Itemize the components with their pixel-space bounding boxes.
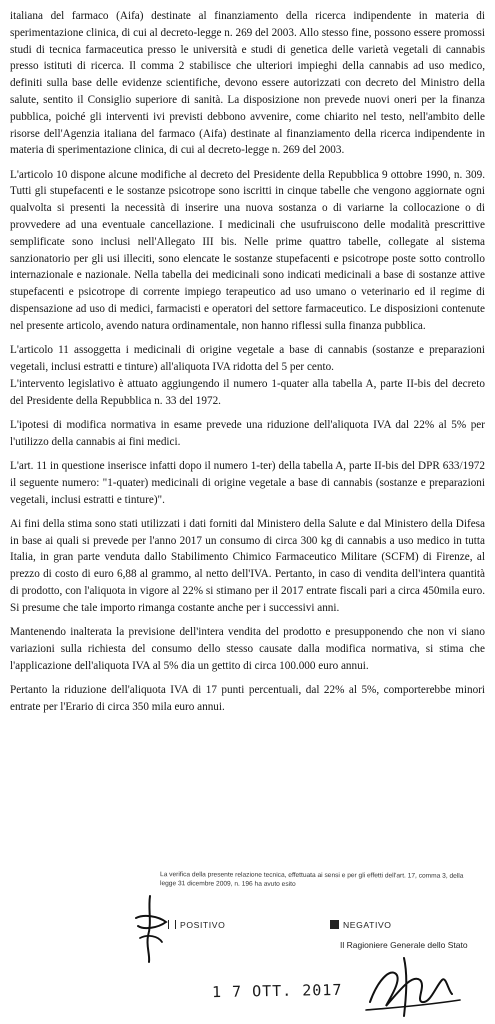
left-signature-icon xyxy=(128,892,172,966)
document-body xyxy=(10,8,485,723)
paragraph-art11-implementation: L'intervento legislativo è attuato aggiungendo il numero 1-quater alla tabella A, parte II-bis del decreto del Presidente della Repubblica n. 33 del 1972. xyxy=(10,377,485,407)
signatory-title: Il Ragioniere Generale dello Stato xyxy=(340,940,468,950)
paragraph-art11: L'articolo 11 assoggetta i medicinali di origine vegetale a base di cannabis (sostanze e preparazioni vegetali, inclusi estratti e tinture) all'aliquota IVA ridotta del 5 per cento. xyxy=(10,344,485,373)
paragraph-conclusion: Pertanto la riduzione dell'aliquota IVA di 17 punti percentuali, dal 22% al 5%, comporterebbe minori entrate per l'Erario di circa 350 mila euro annui. xyxy=(10,683,485,713)
positive-option xyxy=(168,920,225,930)
negative-label: NEGATIVO xyxy=(343,920,392,930)
paragraph-revenue: Mantenendo inalterata la previsione dell'intera vendita del prodotto e presupponendo che non vi siano variazioni sulla richiesta del consumo dello stesso causate dalla modifica normativa, si stima che l'applicazione dell'aliquota IVA al 5% dia un gettito di circa 100.000 euro annui. xyxy=(10,626,485,672)
paragraph-art10: L'articolo 10 dispone alcune modifiche al decreto del Presidente della Repubblica 9 ottobre 1990, n. 309. Tutti gli stupefacenti e le sostanze psicotrope sono iscritti in cinque tabelle che vengono aggiornate ogni qualvolta si presenti la necessità di inserire una nuova sostanza o di variarne la collocazione o di provvedere ad una eventuale cancellazione. I medicinali che usufruiscono delle modalità prescrittive semplificate sono inclusi nell'Allegato III bis. Nelle prime quattro tabelle, collegate al sistema sanzionatorio per gli usi illeciti, sono elencate le sostanze stupefacenti e psicotrope poste sotto controllo internazionale e nazionale. Nella tabella dei medicinali sono indicati medicinali a base di sostanze attive stupefacenti e psicotrope di corrente impiego terapeutico ad uso umano o veterinario ed il regime di dispensazione ad uso di medici, farmacisti e operatori del settore farmaceutico. Le disposizioni contenute nel presente articolo, avendo natura ordinamentale, non hanno riflessi sulla finanza pubblica. xyxy=(10,168,485,332)
paragraph-estimate: Ai fini della stima sono stati utilizzati i dati forniti dal Ministero della Salute e dal Ministero della Difesa in base ai quali si prevede per l'anno 2017 un consumo di circa 300 kg di cannabis a uso medico in tutta Italia, in gran parte venduta dallo Stabilimento Chimico Farmaceutico Militare (SCFM) di Firenze, al prezzo di costo di euro 6,88 al grammo, al netto dell'IVA. Pertanto, in caso di vendita dell'intera quantità di prodotto, con l'aliquota in vigore al 22% si stimano per il 2017 entrate fiscali pari a circa 450mila euro. Si presume che tale importo rimanga costante anche per i successivi anni. xyxy=(10,517,485,614)
verification-note: La verifica della presente relazione tecnica, effettuata ai sensi e per gli effetti dell'art. 17, comma 3, della legge 31 dicembre 2009, n. 196 ha avuto esito xyxy=(159,871,464,888)
date-stamp: 1 7 OTT. 2017 xyxy=(211,980,343,1002)
checked-checkbox-icon xyxy=(330,920,339,929)
paragraph-art9-continued: italiana del farmaco (Aifa) destinate al finanziamento della ricerca indipendente in materia di sperimentazione clinica, di cui al decreto-legge n. 269 del 2003. Allo stesso fine, possono essere promossi studi di tecnica farmaceutica presso le università e studi di genetica delle varietà vegetali di cannabis presso istituti di ricerca. Il comma 2 stabilisce che ulteriori impieghi della cannabis ad uso medico, definiti sulla base delle evidenze scientifiche, devono essere autorizzati con decreto del Ministro della salute, sentito il Consiglio superiore di sanità. La disposizione non prevede nuovi oneri per la finanza pubblica, poiché gli interventi ivi previsti debbono avvenire, come chiarito nel testo, nell'ambito delle risorse dell'Agenzia italiana del farmaco (Aifa) destinate al finanziamento della ricerca indipendente in materia di sperimentazione clinica, di cui al decreto-legge n. 269 del 2003. xyxy=(10,10,485,157)
positive-label: POSITIVO xyxy=(180,920,226,930)
paragraph-art11-insertion: L'art. 11 in questione inserisce infatti dopo il numero 1-ter) della tabella A, parte II-bis del DPR 633/1972 il seguente numero: "1-quater) medicinali di origine vegetale a base di cannabis (sostanze e preparazioni vegetali, inclusi estratti e tinture)". xyxy=(10,459,485,506)
negative-option xyxy=(330,920,392,930)
paragraph-iva-reduction: L'ipotesi di modifica normativa in esame prevede una riduzione dell'aliquota IVA dal 22% al 5% per l'utilizzo della cannabis ai fini medici. xyxy=(10,418,485,448)
right-signature-icon xyxy=(360,950,470,1020)
